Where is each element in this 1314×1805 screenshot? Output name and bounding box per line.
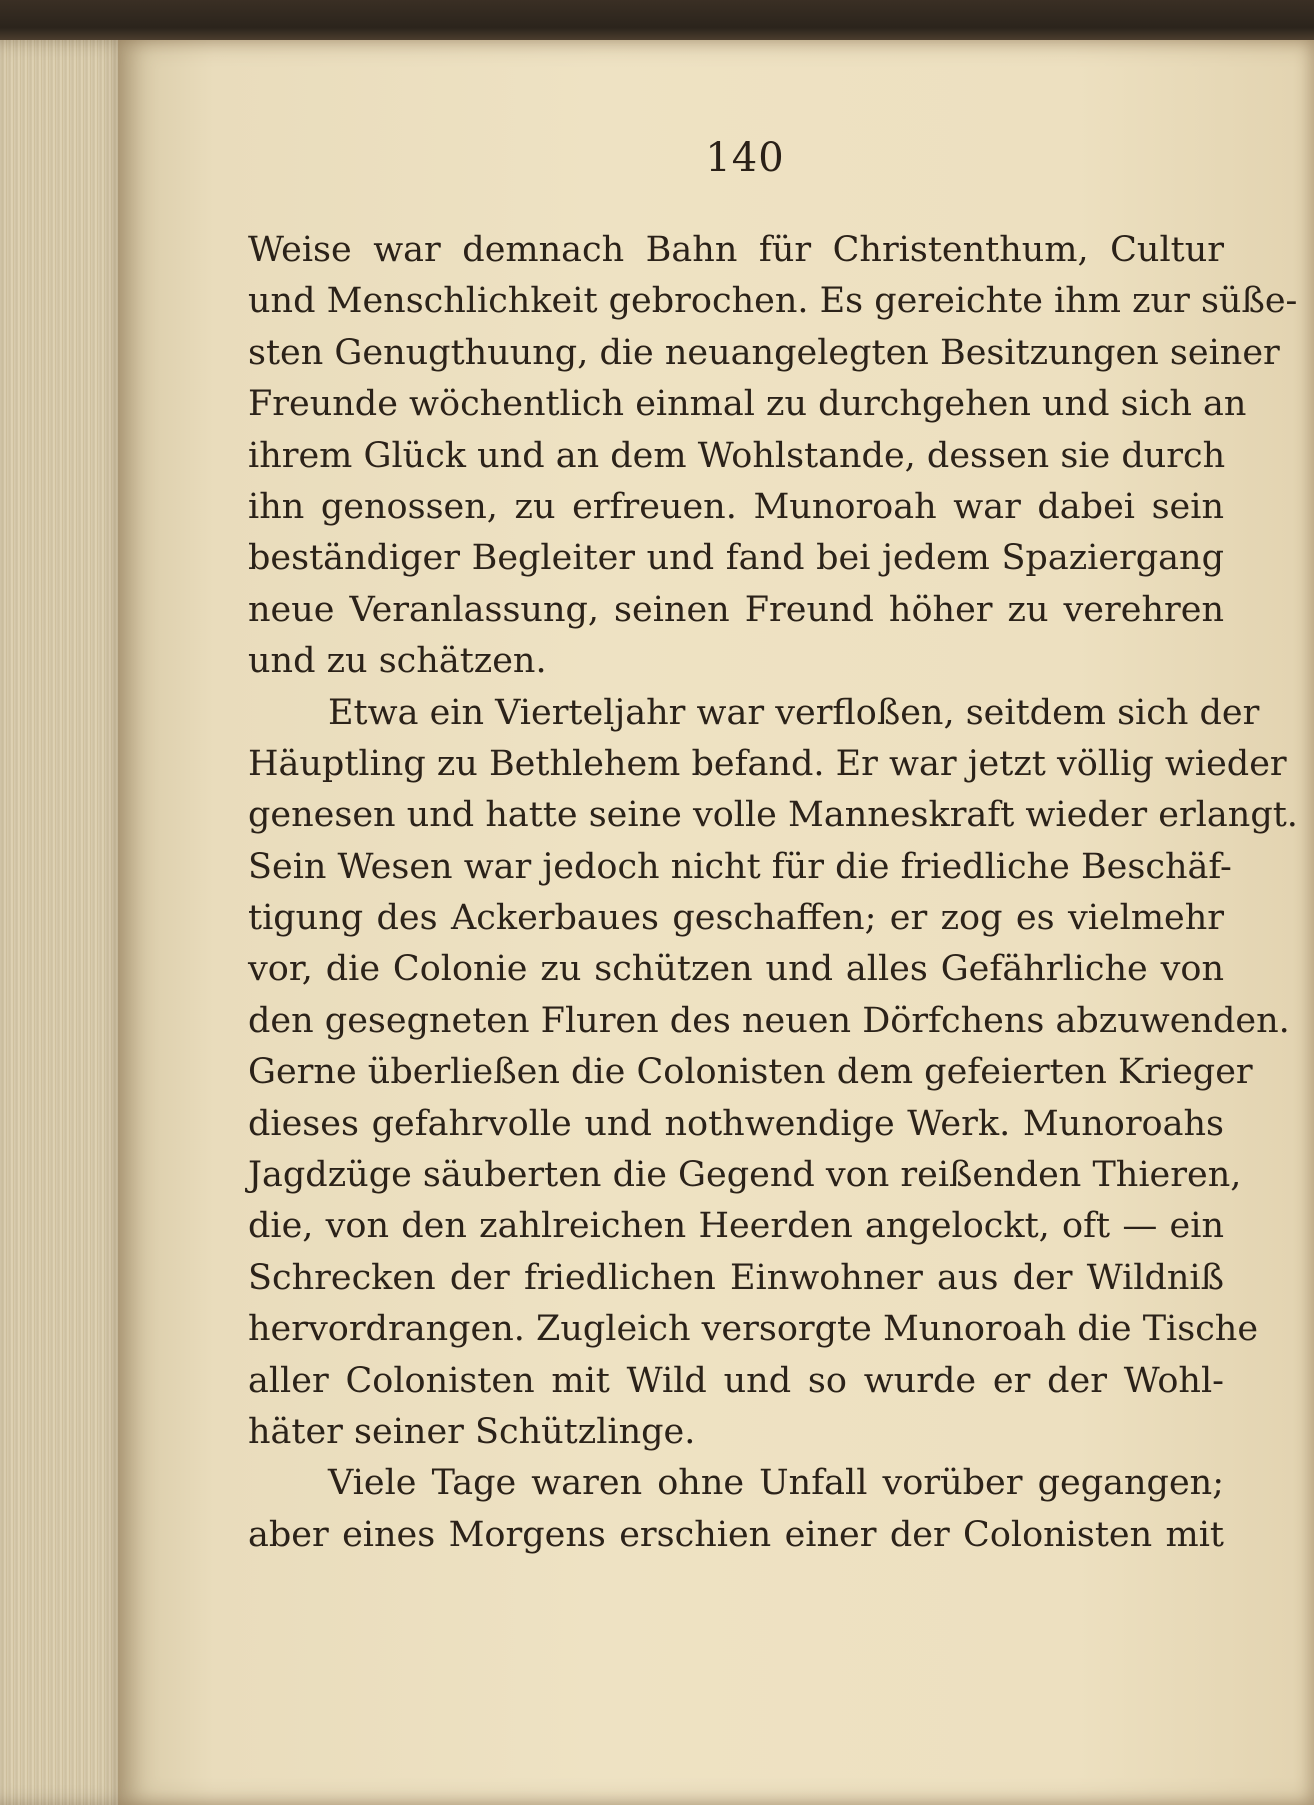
text-line: ihrem Glück und an dem Wohlstande, dessen sie durch xyxy=(248,435,1226,476)
text-line: genesen und hatte seine volle Manneskraft wieder erlangt. xyxy=(248,795,1298,836)
text-line: Schrecken der friedlichen Einwohner aus der Wildniß xyxy=(248,1257,1224,1298)
page-number: 140 xyxy=(705,135,785,181)
text-line: hervordrangen. Zugleich versorgte Munoroah die Tische xyxy=(248,1309,1259,1350)
text-line: die, von den zahlreichen Heerden angelockt, oft — ein xyxy=(248,1206,1224,1247)
text-line: ihn genossen, zu erfreuen. Munoroah war dabei sein xyxy=(248,486,1224,527)
text-line: häter seiner Schützlinge. xyxy=(248,1411,696,1452)
text-line: aber eines Morgens erschien einer der Colonisten mit xyxy=(248,1514,1224,1555)
page-text xyxy=(248,225,1298,1561)
paragraph xyxy=(248,688,1298,1459)
text-line: vor, die Colonie zu schützen und alles Gefährliche von xyxy=(248,949,1224,990)
text-line: und zu schätzen. xyxy=(248,641,547,682)
text-line: Weise war demnach Bahn für Christenthum, Cultur xyxy=(248,230,1224,270)
text-line: den gesegneten Fluren des neuen Dörfchens abzuwenden. xyxy=(248,1000,1290,1041)
text-line: Gerne überließen die Colonisten dem gefeierten Krieger xyxy=(248,1052,1253,1093)
text-line: aller Colonisten mit Wild und so wurde er der Wohl- xyxy=(248,1360,1224,1401)
text-line: dieses gefahrvolle und nothwendige Werk. Munoroahs xyxy=(248,1103,1224,1144)
text-line: sten Genugthuung, die neuangelegten Besitzungen seiner xyxy=(248,332,1280,373)
text-line: Häuptling zu Bethlehem befand. Er war jetzt völlig wieder xyxy=(248,743,1287,784)
paragraph xyxy=(248,225,1298,688)
text-line: Etwa ein Vierteljahr war verfloßen, seitdem sich der xyxy=(328,692,1260,733)
text-line: und Menschlichkeit gebrochen. Es gereichte ihm zur süße- xyxy=(248,281,1298,322)
text-line: Jagdzüge säuberten die Gegend von reißenden Thieren, xyxy=(248,1155,1242,1196)
paragraph xyxy=(248,1458,1224,1561)
text-line: Viele Tage waren ohne Unfall vorüber gegangen; xyxy=(328,1463,1224,1504)
text-line: tigung des Ackerbaues geschaffen; er zog es vielmehr xyxy=(248,898,1224,939)
page-stack-edge xyxy=(0,40,130,1805)
text-line: beständiger Begleiter und fand bei jedem Spaziergang xyxy=(248,538,1224,579)
text-line: Freunde wöchentlich einmal zu durchgehen und sich an xyxy=(248,384,1247,425)
text-line: neue Veranlassung, seinen Freund höher zu verehren xyxy=(248,589,1224,630)
text-line: Sein Wesen war jedoch nicht für die friedliche Beschäf- xyxy=(248,846,1232,887)
